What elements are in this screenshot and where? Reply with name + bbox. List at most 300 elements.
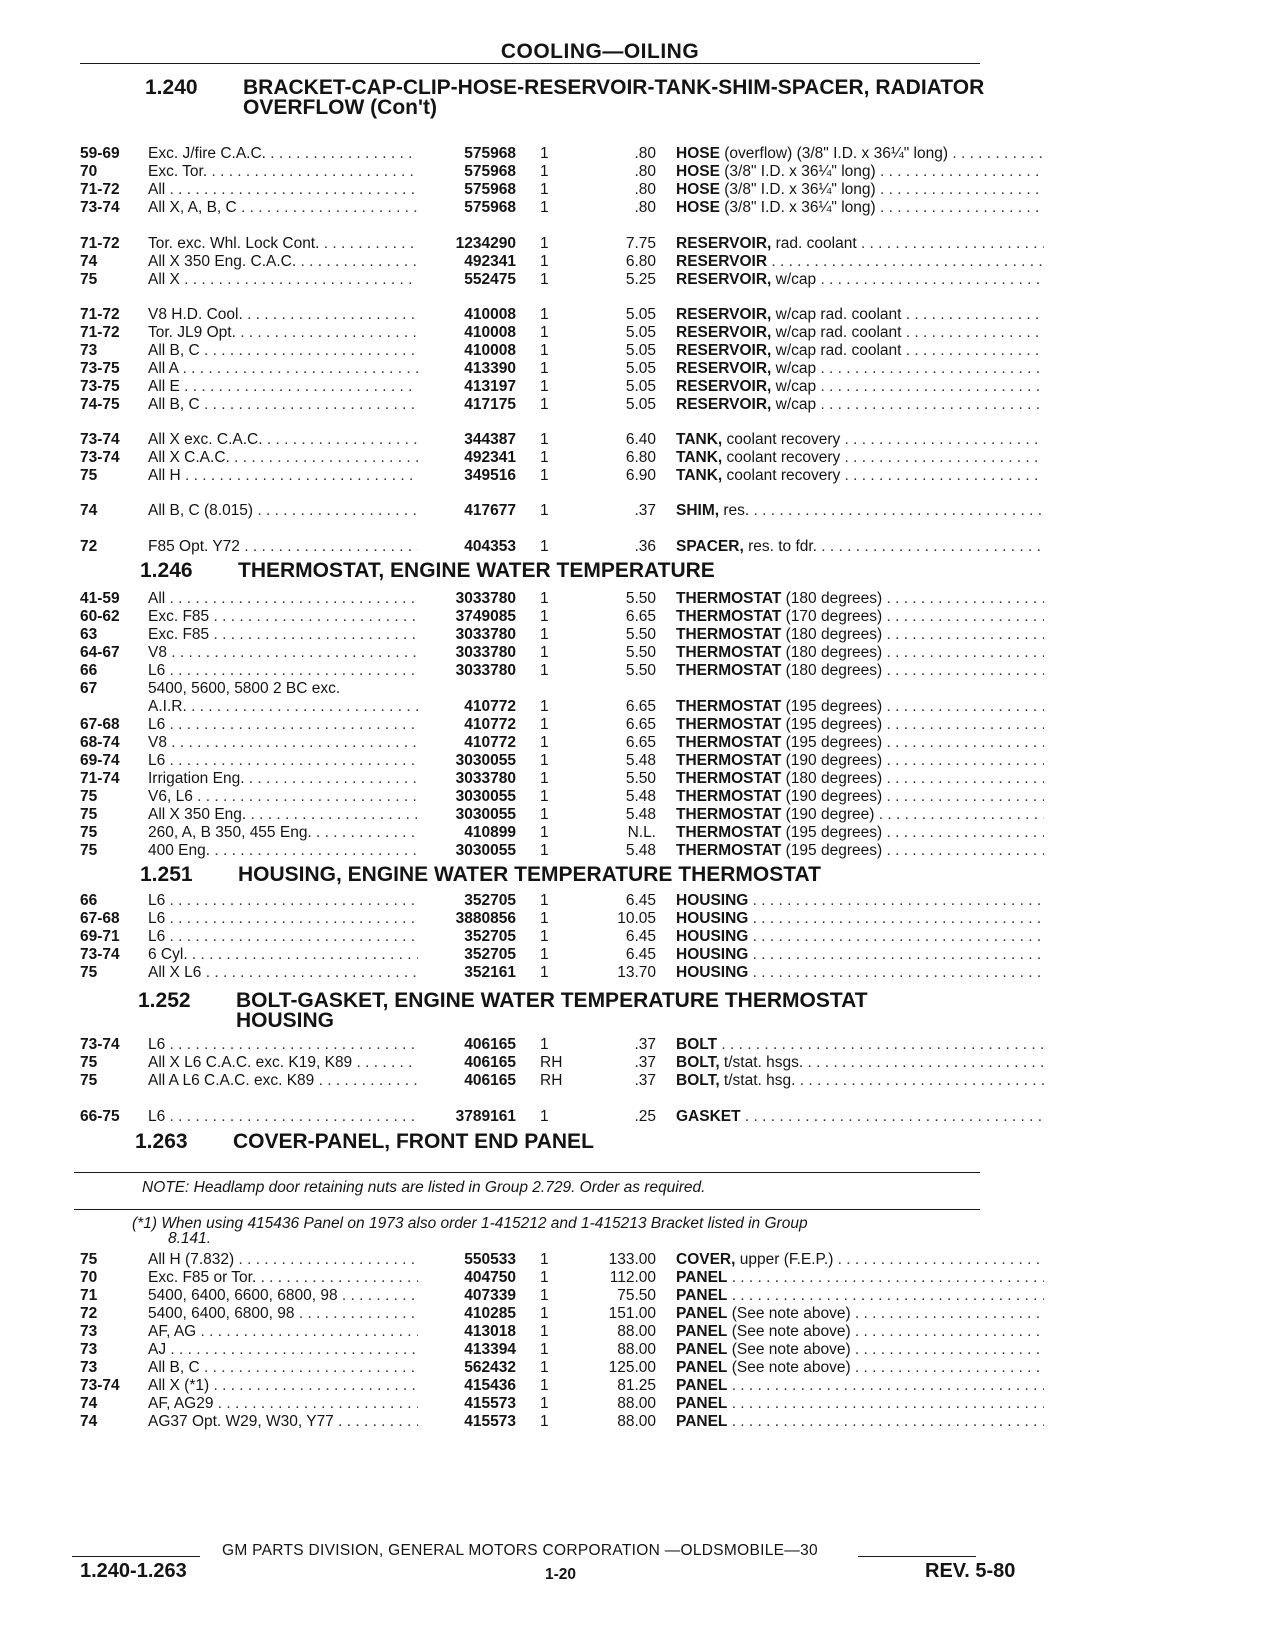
quantity: 1 xyxy=(540,449,549,466)
part-keyword: RESERVOIR, xyxy=(676,360,772,377)
part-number: 575968 xyxy=(464,199,516,216)
part-keyword: COVER, xyxy=(676,1251,736,1268)
quantity: 1 xyxy=(540,644,549,661)
table-row xyxy=(0,715,1280,734)
description xyxy=(676,715,1044,734)
part-detail: w/cap xyxy=(771,360,817,377)
application: All B, C (8.015) . . . xyxy=(148,501,418,520)
quantity: 1 xyxy=(540,163,549,180)
table-row xyxy=(0,643,1280,662)
part-detail: (3/8" I.D. x 36¼" long) xyxy=(719,181,876,198)
quantity: 1 xyxy=(540,253,549,270)
price: .25 xyxy=(634,1108,656,1125)
quantity: 1 xyxy=(540,360,549,377)
footer-rule-right xyxy=(858,1556,976,1557)
part-keyword: HOUSING xyxy=(676,964,749,981)
table-row xyxy=(0,162,1280,181)
quantity: 1 xyxy=(540,1377,549,1394)
part-number: 415573 xyxy=(464,1395,516,1412)
part-number: 575968 xyxy=(464,163,516,180)
application: L6 . . . xyxy=(148,891,418,910)
part-detail: (180 degrees) xyxy=(781,662,883,679)
model-years: 67-68 xyxy=(80,910,120,927)
description xyxy=(676,643,1044,662)
price: 88.00 xyxy=(617,1413,656,1430)
part-detail: rad. coolant xyxy=(771,235,857,252)
part-keyword: PANEL xyxy=(676,1377,728,1394)
part-number: 410772 xyxy=(464,716,516,733)
model-years: 75 xyxy=(80,824,98,841)
application: Irrigation Eng. . . . xyxy=(148,769,418,788)
panel-footnote-cont: 8.141. xyxy=(168,1230,212,1247)
part-detail: (180 degrees) xyxy=(781,644,883,661)
part-number: 550533 xyxy=(464,1251,516,1268)
model-years: 75 xyxy=(80,467,98,484)
model-years: 71-74 xyxy=(80,770,120,787)
application: V8 . . . xyxy=(148,643,418,662)
quantity: 1 xyxy=(540,378,549,395)
footer-revision: REV. 5-80 xyxy=(925,1560,1016,1582)
part-detail: coolant recovery xyxy=(722,431,841,448)
part-number: 562432 xyxy=(464,1359,516,1376)
table-row xyxy=(0,769,1280,788)
table-row xyxy=(0,607,1280,626)
part-number: 410899 xyxy=(464,824,516,841)
part-keyword: PANEL xyxy=(676,1287,728,1304)
part-number: 404353 xyxy=(464,538,516,555)
footer-publisher: GM PARTS DIVISION, GENERAL MOTORS CORPORATION —OLDSMOBILE—30 xyxy=(222,1542,818,1559)
header-rule xyxy=(80,63,980,64)
table-row xyxy=(0,1268,1280,1287)
part-keyword: PANEL xyxy=(676,1323,728,1340)
price: 5.05 xyxy=(625,396,656,413)
description xyxy=(676,430,1044,449)
table-row xyxy=(0,823,1280,842)
application: 5400, 6400, 6600, 6800, 98 . . . xyxy=(148,1286,418,1305)
part-number: 413390 xyxy=(464,360,516,377)
part-detail: res. to fdr. xyxy=(743,538,817,555)
description xyxy=(676,144,1044,163)
application: L6 . . . xyxy=(148,715,418,734)
price: 6.45 xyxy=(625,946,656,963)
quantity: 1 xyxy=(540,502,549,519)
part-detail: (3/8" I.D. x 36¼" long) xyxy=(719,199,876,216)
part-detail: upper (F.E.P.) xyxy=(735,1251,834,1268)
application: F85 Opt. Y72 . . . xyxy=(148,537,418,556)
application: V8 . . . xyxy=(148,733,418,752)
section-1-252-heading xyxy=(138,991,868,1031)
part-detail: (195 degrees) xyxy=(781,842,883,859)
part-detail: w/cap xyxy=(771,271,817,288)
description xyxy=(676,1394,1044,1413)
part-keyword: THERMOSTAT xyxy=(676,626,782,643)
part-keyword: SPACER, xyxy=(676,538,744,555)
part-number: 3030055 xyxy=(455,752,516,769)
quantity: 1 xyxy=(540,145,549,162)
part-keyword: HOSE xyxy=(676,163,720,180)
part-keyword: THERMOSTAT xyxy=(676,644,782,661)
part-number: 552475 xyxy=(464,271,516,288)
description xyxy=(676,697,1044,716)
price: 6.80 xyxy=(625,253,656,270)
model-years: 73-74 xyxy=(80,946,120,963)
section-title: HOUSING, ENGINE WATER TEMPERATURE THERMOSTAT xyxy=(238,863,821,886)
price: 6.40 xyxy=(625,431,656,448)
application: All H . . . xyxy=(148,466,418,485)
table-row xyxy=(0,625,1280,644)
part-keyword: PANEL xyxy=(676,1341,728,1358)
description xyxy=(676,341,1044,360)
application: AG37 Opt. W29, W30, Y77 . . . xyxy=(148,1412,418,1431)
part-number: 575968 xyxy=(464,181,516,198)
table-row xyxy=(0,537,1280,556)
table-row xyxy=(0,787,1280,806)
table-row xyxy=(0,1376,1280,1395)
description xyxy=(676,963,1044,982)
quantity: 1 xyxy=(540,1359,549,1376)
part-keyword: TANK, xyxy=(676,467,723,484)
table-row xyxy=(0,679,1280,698)
application: Exc. F85 or Tor. . . . xyxy=(148,1268,418,1287)
part-number: 352705 xyxy=(464,928,516,945)
part-number: 3030055 xyxy=(455,842,516,859)
part-keyword: HOUSING xyxy=(676,946,749,963)
description xyxy=(676,909,1044,928)
price: 5.50 xyxy=(625,662,656,679)
price: 81.25 xyxy=(617,1377,656,1394)
price: 75.50 xyxy=(617,1287,656,1304)
application: Tor. JL9 Opt. . . . xyxy=(148,323,418,342)
part-detail: (3/8" I.D. x 36¼" long) xyxy=(719,163,876,180)
table-row xyxy=(0,1107,1280,1126)
price: .37 xyxy=(634,1036,656,1053)
part-number: 3030055 xyxy=(455,806,516,823)
model-years: 73-75 xyxy=(80,378,120,395)
quantity: 1 xyxy=(540,716,549,733)
part-keyword: PANEL xyxy=(676,1395,728,1412)
model-years: 70 xyxy=(80,163,98,180)
part-number: 352705 xyxy=(464,946,516,963)
application: All H (7.832) . . . xyxy=(148,1250,418,1269)
part-detail: w/cap rad. coolant xyxy=(771,342,902,359)
quantity: 1 xyxy=(540,342,549,359)
part-keyword: RESERVOIR, xyxy=(676,235,772,252)
description xyxy=(676,359,1044,378)
table-row xyxy=(0,1250,1280,1269)
description xyxy=(676,537,1044,556)
table-row xyxy=(0,359,1280,378)
table-row xyxy=(0,1322,1280,1341)
model-years: 69-74 xyxy=(80,752,120,769)
quantity: 1 xyxy=(540,538,549,555)
price: 10.05 xyxy=(617,910,656,927)
part-detail: w/cap rad. coolant xyxy=(771,306,902,323)
part-keyword: HOUSING xyxy=(676,892,749,909)
model-years: 73-74 xyxy=(80,1377,120,1394)
part-keyword: PANEL xyxy=(676,1269,728,1286)
table-row xyxy=(0,733,1280,752)
description xyxy=(676,234,1044,253)
part-number: 3033780 xyxy=(455,626,516,643)
part-detail: (overflow) (3/8" I.D. x 36¼" long) xyxy=(719,145,949,162)
table-row xyxy=(0,1358,1280,1377)
application: L6 . . . xyxy=(148,1107,418,1126)
section-1-263-heading xyxy=(135,1132,594,1152)
description xyxy=(676,270,1044,289)
table-row xyxy=(0,341,1280,360)
part-detail: (See note above) xyxy=(727,1341,851,1358)
part-keyword: HOSE xyxy=(676,199,720,216)
quantity: 1 xyxy=(540,626,549,643)
part-keyword: HOSE xyxy=(676,181,720,198)
table-row xyxy=(0,697,1280,716)
part-keyword: RESERVOIR, xyxy=(676,396,772,413)
part-number: 406165 xyxy=(464,1036,516,1053)
description xyxy=(676,751,1044,770)
table-row xyxy=(0,805,1280,824)
quantity: 1 xyxy=(540,788,549,805)
part-number: 3749085 xyxy=(455,608,516,625)
price: 5.48 xyxy=(625,842,656,859)
quantity: 1 xyxy=(540,271,549,288)
part-detail: (190 degrees) xyxy=(781,752,883,769)
table-row xyxy=(0,198,1280,217)
model-years: 75 xyxy=(80,806,98,823)
part-keyword: BOLT xyxy=(676,1036,718,1053)
part-number: 492341 xyxy=(464,253,516,270)
table-row xyxy=(0,466,1280,485)
description xyxy=(676,589,1044,608)
quantity: 1 xyxy=(540,181,549,198)
application: All X C.A.C. . . . xyxy=(148,448,418,467)
table-row xyxy=(0,1053,1280,1072)
part-keyword: RESERVOIR, xyxy=(676,324,772,341)
description xyxy=(676,1412,1044,1431)
model-years: 64-67 xyxy=(80,644,120,661)
description xyxy=(676,377,1044,396)
quantity: 1 xyxy=(540,467,549,484)
price: 5.50 xyxy=(625,770,656,787)
part-keyword: THERMOSTAT xyxy=(676,590,782,607)
table-row xyxy=(0,909,1280,928)
model-years: 75 xyxy=(80,1072,98,1089)
section-title-continued: HOUSING xyxy=(236,1009,335,1032)
footer-section-range: 1.240-1.263 xyxy=(80,1560,187,1582)
part-keyword: HOUSING xyxy=(676,928,749,945)
application: All . . . xyxy=(148,180,418,199)
part-keyword: THERMOSTAT xyxy=(676,824,782,841)
model-years: 70 xyxy=(80,1269,98,1286)
model-years: 63 xyxy=(80,626,98,643)
price: 5.05 xyxy=(625,324,656,341)
price: 5.50 xyxy=(625,626,656,643)
part-number: 3033780 xyxy=(455,644,516,661)
application: All X L6 . . . xyxy=(148,963,418,982)
price: 88.00 xyxy=(617,1395,656,1412)
model-years: 71-72 xyxy=(80,324,120,341)
part-number: 352705 xyxy=(464,892,516,909)
section-title: BOLT-GASKET, ENGINE WATER TEMPERATURE THERMOSTAT xyxy=(236,989,868,1012)
quantity: 1 xyxy=(540,770,549,787)
quantity: RH xyxy=(540,1072,563,1089)
model-years: 71 xyxy=(80,1287,98,1304)
description xyxy=(676,607,1044,626)
description xyxy=(676,823,1044,842)
part-keyword: HOSE xyxy=(676,145,720,162)
model-years: 72 xyxy=(80,1305,98,1322)
section-title: THERMOSTAT, ENGINE WATER TEMPERATURE xyxy=(238,559,715,582)
quantity: 1 xyxy=(540,1251,549,1268)
description xyxy=(676,625,1044,644)
part-detail: (170 degrees) xyxy=(781,608,883,625)
part-number: 344387 xyxy=(464,431,516,448)
table-row xyxy=(0,891,1280,910)
quantity: 1 xyxy=(540,842,549,859)
description xyxy=(676,1107,1044,1126)
price: 6.65 xyxy=(625,716,656,733)
part-detail: t/stat. hsgs. xyxy=(719,1054,804,1071)
price: 6.65 xyxy=(625,698,656,715)
price: 5.05 xyxy=(625,378,656,395)
quantity: 1 xyxy=(540,734,549,751)
headlamp-note: NOTE: Headlamp door retaining nuts are listed in Group 2.729. Order as required. xyxy=(142,1179,706,1196)
table-row xyxy=(0,377,1280,396)
quantity: 1 xyxy=(540,662,549,679)
model-years: 66 xyxy=(80,662,98,679)
description xyxy=(676,1071,1044,1090)
part-number: 3789161 xyxy=(455,1108,516,1125)
table-row xyxy=(0,323,1280,342)
application: All X . . . xyxy=(148,270,418,289)
part-detail: (See note above) xyxy=(727,1305,851,1322)
price: 5.05 xyxy=(625,306,656,323)
part-keyword: THERMOSTAT xyxy=(676,734,782,751)
quantity: 1 xyxy=(540,199,549,216)
price: 5.48 xyxy=(625,752,656,769)
description xyxy=(676,1053,1044,1072)
section-title: BRACKET-CAP-CLIP-HOSE-RESERVOIR-TANK-SHIM-SPACER, RADIATOR xyxy=(243,76,985,99)
price: 5.50 xyxy=(625,644,656,661)
price: 6.80 xyxy=(625,449,656,466)
application: AF, AG29 . . . xyxy=(148,1394,418,1413)
application: All X 350 Eng. . . . xyxy=(148,805,418,824)
quantity: 1 xyxy=(540,590,549,607)
quantity: 1 xyxy=(540,608,549,625)
model-years: 41-59 xyxy=(80,590,120,607)
application: All X exc. C.A.C. . . . xyxy=(148,430,418,449)
description xyxy=(676,162,1044,181)
part-number: 413018 xyxy=(464,1323,516,1340)
section-1-240-heading xyxy=(145,78,984,118)
description xyxy=(676,198,1044,217)
part-keyword: THERMOSTAT xyxy=(676,608,782,625)
part-keyword: THERMOSTAT xyxy=(676,842,782,859)
part-keyword: THERMOSTAT xyxy=(676,716,782,733)
application: All X (*1) . . . xyxy=(148,1376,418,1395)
model-years: 73-74 xyxy=(80,1036,120,1053)
price: 125.00 xyxy=(608,1359,656,1376)
price: .37 xyxy=(634,1054,656,1071)
quantity: 1 xyxy=(540,910,549,927)
part-detail: (195 degrees) xyxy=(781,716,883,733)
description xyxy=(676,1250,1044,1269)
description xyxy=(676,769,1044,788)
application: 5400, 6400, 6800, 98 . . . xyxy=(148,1304,418,1323)
price: 112.00 xyxy=(609,1269,656,1286)
table-row xyxy=(0,270,1280,289)
part-detail: (190 degrees) xyxy=(781,788,883,805)
application: All A . . . xyxy=(148,359,418,378)
part-number: 413197 xyxy=(464,378,516,395)
price: 6.65 xyxy=(625,734,656,751)
model-years: 73 xyxy=(80,1341,98,1358)
part-number: 352161 xyxy=(464,964,516,981)
table-row xyxy=(0,963,1280,982)
model-years: 74-75 xyxy=(80,396,120,413)
model-years: 68-74 xyxy=(80,734,120,751)
section-1-246-heading xyxy=(140,561,715,581)
application: All B, C . . . xyxy=(148,1358,418,1377)
model-years: 74 xyxy=(80,1395,98,1412)
application: L6 . . . xyxy=(148,661,418,680)
quantity: 1 xyxy=(540,306,549,323)
description xyxy=(676,1286,1044,1305)
note-top-rule xyxy=(74,1172,980,1173)
price: .80 xyxy=(634,163,656,180)
part-detail: (See note above) xyxy=(727,1359,851,1376)
description xyxy=(676,305,1044,324)
model-years: 73 xyxy=(80,1323,98,1340)
quantity: 1 xyxy=(540,1413,549,1430)
model-years: 67 xyxy=(80,680,98,697)
table-row xyxy=(0,1394,1280,1413)
model-years: 59-69 xyxy=(80,145,120,162)
application: V6, L6 . . . xyxy=(148,787,418,806)
price: 5.50 xyxy=(625,590,656,607)
price: 7.75 xyxy=(625,235,656,252)
part-detail: (195 degrees) xyxy=(781,824,883,841)
part-keyword: RESERVOIR, xyxy=(676,378,772,395)
part-number: 404750 xyxy=(464,1269,516,1286)
description xyxy=(676,841,1044,860)
part-number: 3033780 xyxy=(455,590,516,607)
part-detail: w/cap xyxy=(771,396,817,413)
table-row xyxy=(0,1071,1280,1090)
application: 400 Eng. . . . xyxy=(148,841,418,860)
model-years: 73-75 xyxy=(80,360,120,377)
table-row xyxy=(0,927,1280,946)
part-keyword: THERMOSTAT xyxy=(676,752,782,769)
application: 5400, 5600, 5800 2 BC exc. xyxy=(148,680,341,697)
quantity: 1 xyxy=(540,752,549,769)
part-number: 492341 xyxy=(464,449,516,466)
model-years: 75 xyxy=(80,1054,98,1071)
application: Exc. F85 . . . xyxy=(148,607,418,626)
price: 151.00 xyxy=(608,1305,656,1322)
part-keyword: THERMOSTAT xyxy=(676,806,782,823)
part-keyword: RESERVOIR, xyxy=(676,306,772,323)
section-1-251-heading xyxy=(140,865,821,885)
description xyxy=(676,1268,1044,1287)
description xyxy=(676,501,1044,520)
model-years: 74 xyxy=(80,253,98,270)
part-number: 410285 xyxy=(464,1305,516,1322)
part-detail: (180 degrees) xyxy=(781,770,883,787)
part-number: 410008 xyxy=(464,324,516,341)
quantity: 1 xyxy=(540,431,549,448)
part-number: 3030055 xyxy=(455,788,516,805)
model-years: 60-62 xyxy=(80,608,120,625)
